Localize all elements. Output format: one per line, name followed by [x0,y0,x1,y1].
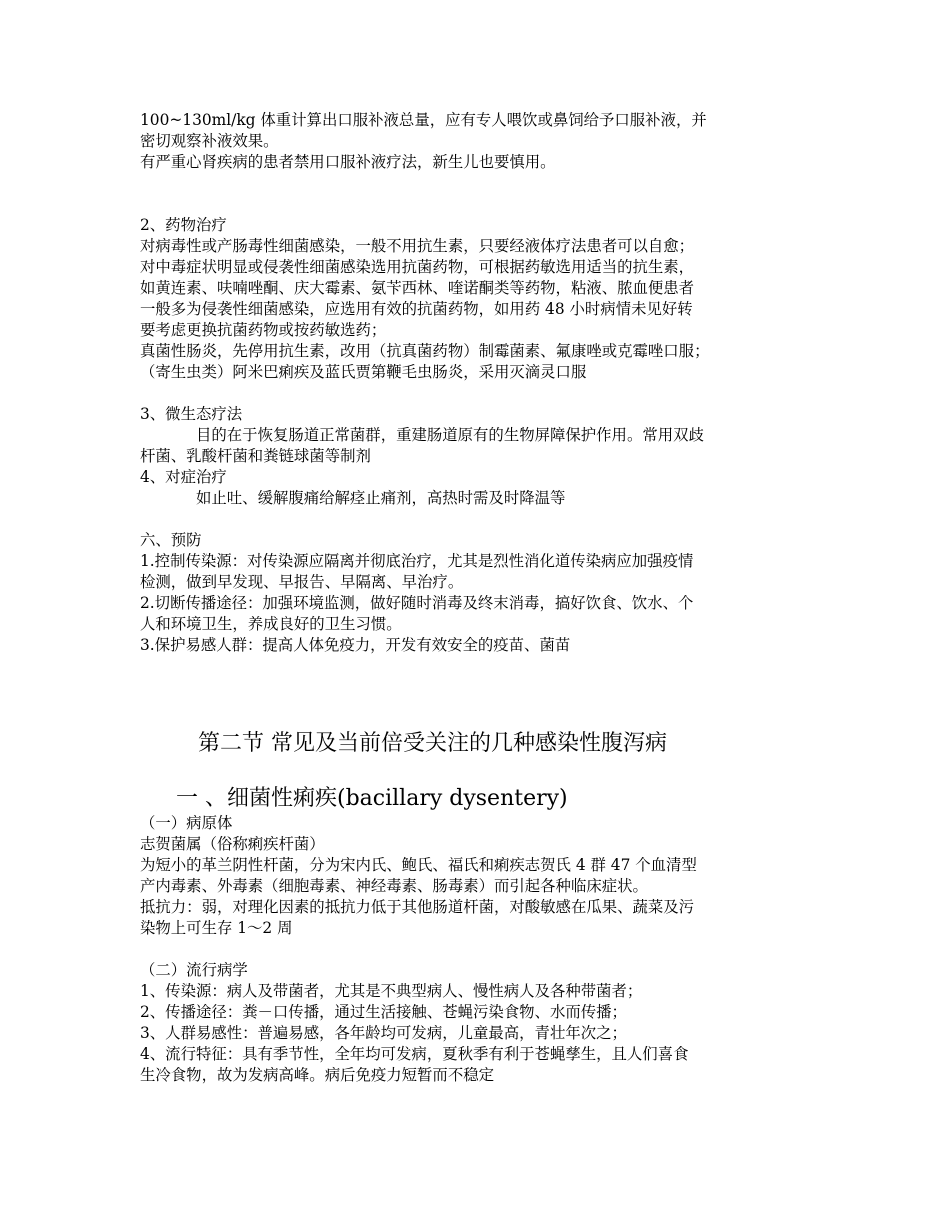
section-heading: 2、药物治疗 [140,216,227,234]
symptomatic-treatment-section [140,467,830,509]
text-line: 为短小的革兰阴性杆菌，分为宋内氏、鲍氏、福氏和痢疾志贺氏 4 群 47 个血清型 [140,856,697,874]
section-heading: 4、对症治疗 [140,468,227,486]
text-line: 染物上可生存 1～2 周 [140,919,293,937]
text-line: 对中毒症状明显或侵袭性细菌感染选用抗菌药物，可根据药敏选用适当的抗生素， [140,258,695,276]
text-line: 100~130ml/kg 体重计算出口服补液总量，应有专人喂饮或鼻饲给予口服补液，并 [140,111,707,129]
text-line: 密切观察补液效果。 [140,132,279,150]
text-line: 目的在于恢复肠道正常菌群，重建肠道原有的生物屏障保护作用。常用双歧 [196,426,704,444]
text-line: 生冷食物，故为发病高峰。病后免疫力短暂而不稳定 [140,1066,494,1084]
text-line: 4、流行特征：具有季节性，全年均可发病，夏秋季有利于苍蝇孳生，且人们喜食 [140,1045,689,1063]
text-line: 对病毒性或产肠毒性细菌感染，一般不用抗生素，只要经液体疗法患者可以自愈； [140,237,695,255]
text-line: 如黄连素、呋喃唑酮、庆大霉素、氨苄西林、喹诺酮类等药物，粘液、脓血便患者 [140,279,695,297]
text-line: 1、传染源：病人及带菌者，尤其是不典型病人、慢性病人及各种带菌者； [140,982,643,1000]
epidemiology-section [140,960,830,1086]
document-page [140,110,830,1086]
text-line: 志贺菌属（俗称痢疾杆菌） [140,835,325,853]
text-line: 如止吐、缓解腹痛给解痉止痛剂，高热时需及时降温等 [196,489,566,507]
drug-therapy-section [140,215,830,383]
section-heading: 六、预防 [140,531,202,549]
microecology-therapy-section [140,404,830,467]
text-line: 抵抗力：弱，对理化因素的抵抗力低于其他肠道杆菌，对酸敏感在瓜果、蔬菜及污 [140,898,695,916]
text-line: 人和环境卫生，养成良好的卫生习惯。 [140,615,402,633]
section-heading: 3、微生态疗法 [140,405,243,423]
prevention-section [140,530,830,656]
pathogen-section [140,813,830,939]
text-line: 产内毒素、外毒素（细胞毒素、神经毒素、肠毒素）而引起各种临床症状。 [140,877,648,895]
text-line: 2、传播途径：粪－口传播，通过生活接触、苍蝇污染食物、水而传播； [140,1003,627,1021]
text-line: 有严重心肾疾病的患者禁用口服补液疗法，新生儿也要慎用。 [140,153,556,171]
text-line: 1.控制传染源：对传染源应隔离并彻底治疗，尤其是烈性消化道传染病应加强疫情 [140,552,694,570]
text-line: 要考虑更换抗菌药物或按药敏选药； [140,321,387,339]
text-line: （寄生虫类）阿米巴痢疾及蓝氏贾第鞭毛虫肠炎，采用灭滴灵口服 [140,363,587,381]
section-heading: （二）流行病学 [140,961,248,979]
text-line: 杆菌、乳酸杆菌和粪链球菌等制剂 [140,447,371,465]
text-line: 一般多为侵袭性细菌感染，应选用有效的抗菌药物，如用药 48 小时病情未见好转 [140,300,693,318]
text-line: 检测，做到早发现、早报告、早隔离、早治疗。 [140,573,464,591]
oral-rehydration-text [140,110,830,173]
chapter-section-title: 第二节 常见及当前倍受关注的几种感染性腹泻病 [198,731,667,756]
text-line: 真菌性肠炎，先停用抗生素，改用（抗真菌药物）制霉菌素、氟康唑或克霉唑口服； [140,342,710,360]
text-line: 3、人群易感性：普遍易感，各年龄均可发病，儿童最高，青壮年次之； [140,1024,627,1042]
section-heading: （一）病原体 [140,814,233,832]
text-line: 2.切断传播途径：加强环境监测，做好随时消毒及终末消毒，搞好饮食、饮水、个 [140,594,694,612]
text-line: 3.保护易感人群：提高人体免疫力，开发有效安全的疫苗、菌苗 [140,636,571,654]
dysentery-title: 一 、细菌性痢疾(bacillary dysentery) [176,786,568,811]
